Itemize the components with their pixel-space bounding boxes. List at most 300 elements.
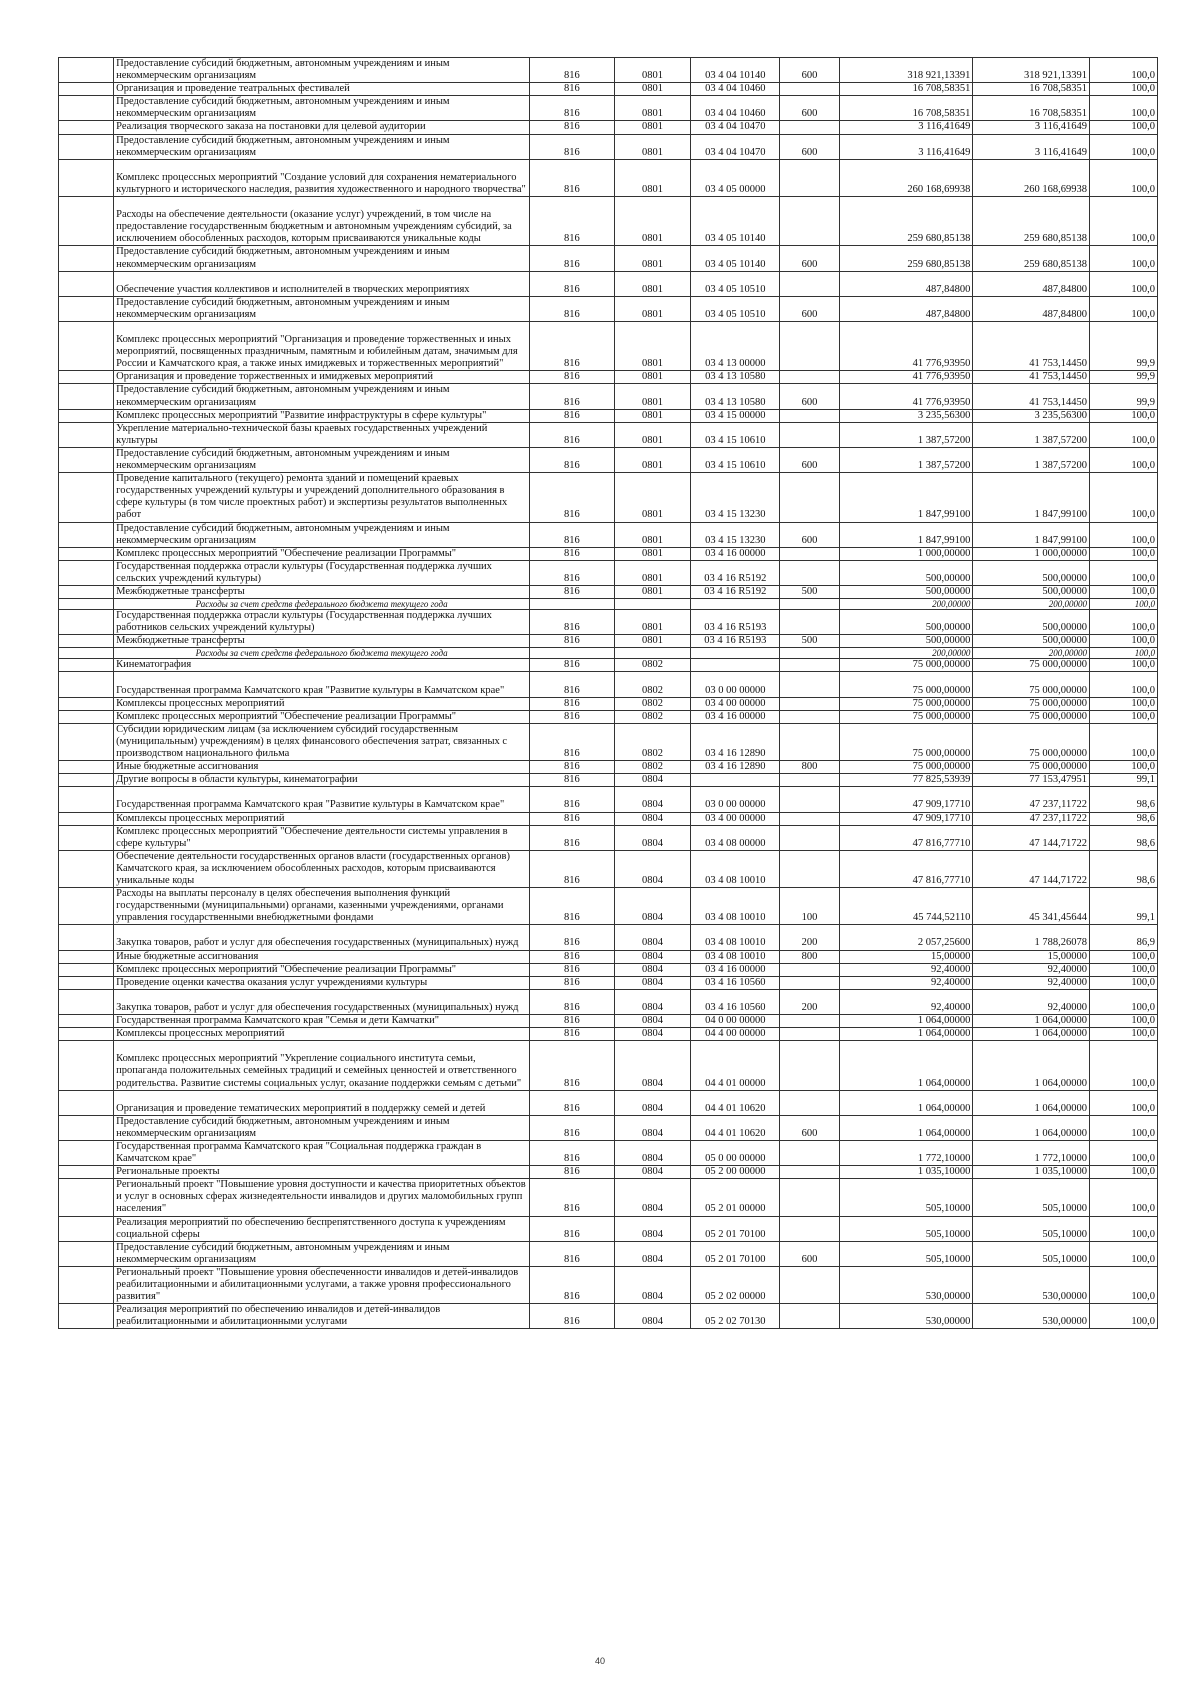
row-percent: 100,0: [1090, 560, 1158, 585]
row-index-cell: [59, 635, 114, 648]
row-name: Предоставление субсидий бюджетным, автономным учреждениям и иным некоммерческим организациям: [114, 1241, 530, 1266]
row-index-cell: [59, 547, 114, 560]
row-index-cell: [59, 96, 114, 121]
row-actual-amount: 1 847,99100: [973, 522, 1090, 547]
row-plan-amount: 1 847,99100: [839, 473, 973, 522]
row-name: Комплекс процессных мероприятий "Обеспечение реализации Программы": [114, 963, 530, 976]
row-name: Организация и проведение торжественных и имиджевых мероприятий: [114, 371, 530, 384]
row-ved: 816: [529, 409, 614, 422]
row-section: 0802: [614, 710, 690, 723]
row-percent: 100,0: [1090, 473, 1158, 522]
row-expense-type: 600: [780, 1115, 839, 1140]
row-expense-type: 800: [780, 950, 839, 963]
row-ved: 816: [529, 1304, 614, 1329]
row-target-article: 03 4 08 10010: [691, 925, 780, 950]
row-actual-amount: 318 921,13391: [973, 58, 1090, 83]
row-name: Предоставление субсидий бюджетным, автономным учреждениям и иным некоммерческим организациям: [114, 58, 530, 83]
row-target-article: 03 4 04 10140: [691, 58, 780, 83]
row-ved: 816: [529, 610, 614, 635]
row-section: [614, 648, 690, 659]
row-index-cell: [59, 422, 114, 447]
row-percent: 100,0: [1090, 672, 1158, 697]
row-ved: [529, 648, 614, 659]
row-plan-amount: 47 816,77710: [839, 825, 973, 850]
row-target-article: 05 2 00 00000: [691, 1166, 780, 1179]
row-percent: 100,0: [1090, 58, 1158, 83]
row-index-cell: [59, 371, 114, 384]
row-actual-amount: 1 064,00000: [973, 1028, 1090, 1041]
row-actual-amount: 92,40000: [973, 976, 1090, 989]
row-actual-amount: 1 064,00000: [973, 1015, 1090, 1028]
row-name: Закупка товаров, работ и услуг для обеспечения государственных (муниципальных) нужд: [114, 925, 530, 950]
row-ved: 816: [529, 246, 614, 271]
budget-table-container: [58, 57, 1158, 1329]
row-target-article: 05 2 01 70100: [691, 1241, 780, 1266]
row-ved: 816: [529, 371, 614, 384]
table-row: [59, 447, 1158, 472]
row-section: 0804: [614, 888, 690, 925]
row-target-article: 03 4 13 10580: [691, 384, 780, 409]
row-ved: [529, 599, 614, 610]
row-name: Предоставление субсидий бюджетным, автономным учреждениям и иным некоммерческим организациям: [114, 384, 530, 409]
row-expense-type: [780, 1028, 839, 1041]
row-plan-amount: 530,00000: [839, 1304, 973, 1329]
table-row: [59, 83, 1158, 96]
row-section: 0801: [614, 586, 690, 599]
row-percent: 100,0: [1090, 610, 1158, 635]
row-expense-type: 200: [780, 989, 839, 1014]
row-index-cell: [59, 473, 114, 522]
row-plan-amount: 200,00000: [839, 648, 973, 659]
row-ved: 816: [529, 473, 614, 522]
row-index-cell: [59, 659, 114, 672]
row-plan-amount: 1 847,99100: [839, 522, 973, 547]
row-name: Межбюджетные трансферты: [114, 635, 530, 648]
row-index-cell: [59, 586, 114, 599]
row-actual-amount: 15,00000: [973, 950, 1090, 963]
row-section: 0801: [614, 96, 690, 121]
row-percent: 100,0: [1090, 1090, 1158, 1115]
row-name: Иные бюджетные ассигнования: [114, 950, 530, 963]
row-section: 0801: [614, 58, 690, 83]
row-plan-amount: 1 064,00000: [839, 1041, 973, 1090]
row-name: Проведение оценки качества оказания услуг учреждениями культуры: [114, 976, 530, 989]
row-percent: 100,0: [1090, 989, 1158, 1014]
row-expense-type: [780, 850, 839, 887]
row-ved: 816: [529, 672, 614, 697]
row-actual-amount: 92,40000: [973, 989, 1090, 1014]
row-actual-amount: 259 680,85138: [973, 197, 1090, 246]
row-actual-amount: 200,00000: [973, 648, 1090, 659]
row-actual-amount: 200,00000: [973, 599, 1090, 610]
row-name: Региональный проект "Повышение уровня обеспеченности инвалидов и детей-инвалидов реабилитационными и абилитационными услугами, а также уровня профессионального развития": [114, 1266, 530, 1303]
row-expense-type: [780, 1141, 839, 1166]
row-percent: 100,0: [1090, 1028, 1158, 1041]
row-target-article: 03 4 15 10610: [691, 422, 780, 447]
row-name: Государственная программа Камчатского края "Социальная поддержка граждан в Камчатском крае": [114, 1141, 530, 1166]
row-plan-amount: 530,00000: [839, 1266, 973, 1303]
row-section: 0801: [614, 635, 690, 648]
row-actual-amount: 1 387,57200: [973, 422, 1090, 447]
budget-table: [58, 57, 1158, 1329]
row-name: Иные бюджетные ассигнования: [114, 761, 530, 774]
table-row: [59, 371, 1158, 384]
row-index-cell: [59, 761, 114, 774]
row-plan-amount: 260 168,69938: [839, 159, 973, 196]
row-name: Региональные проекты: [114, 1166, 530, 1179]
row-plan-amount: 75 000,00000: [839, 659, 973, 672]
row-ved: 816: [529, 83, 614, 96]
row-section: 0804: [614, 1090, 690, 1115]
table-row: [59, 610, 1158, 635]
row-percent: 100,0: [1090, 197, 1158, 246]
row-expense-type: [780, 1216, 839, 1241]
row-percent: 100,0: [1090, 1015, 1158, 1028]
row-index-cell: [59, 976, 114, 989]
row-target-article: 03 4 15 13230: [691, 522, 780, 547]
row-index-cell: [59, 925, 114, 950]
table-row: [59, 547, 1158, 560]
row-plan-amount: 505,10000: [839, 1241, 973, 1266]
row-name: Расходы на обеспечение деятельности (оказание услуг) учреждений, в том числе на предоставление государственным бюджетным и автономным учреждениям субсидий, за исключением обособленных расходов, которым присваиваются уникальные коды: [114, 197, 530, 246]
row-name: Предоставление субсидий бюджетным, автономным учреждениям и иным некоммерческим организациям: [114, 246, 530, 271]
row-ved: 816: [529, 1028, 614, 1041]
row-expense-type: [780, 963, 839, 976]
row-expense-type: [780, 159, 839, 196]
row-index-cell: [59, 648, 114, 659]
row-section: 0804: [614, 812, 690, 825]
table-row: [59, 723, 1158, 760]
row-index-cell: [59, 672, 114, 697]
table-row: [59, 812, 1158, 825]
row-expense-type: [780, 409, 839, 422]
row-expense-type: 800: [780, 761, 839, 774]
note-row: [59, 599, 1158, 610]
row-actual-amount: 92,40000: [973, 963, 1090, 976]
row-actual-amount: 3 235,56300: [973, 409, 1090, 422]
row-actual-amount: 487,84800: [973, 271, 1090, 296]
row-index-cell: [59, 121, 114, 134]
row-ved: 816: [529, 635, 614, 648]
row-actual-amount: 500,00000: [973, 560, 1090, 585]
row-expense-type: [780, 1090, 839, 1115]
row-index-cell: [59, 1028, 114, 1041]
row-index-cell: [59, 522, 114, 547]
row-ved: 816: [529, 422, 614, 447]
row-plan-amount: 75 000,00000: [839, 723, 973, 760]
row-actual-amount: 259 680,85138: [973, 246, 1090, 271]
table-row: [59, 422, 1158, 447]
table-row: [59, 522, 1158, 547]
row-expense-type: [780, 271, 839, 296]
row-name: Комплекс процессных мероприятий "Обеспечение деятельности системы управления в сфере культуры": [114, 825, 530, 850]
row-expense-type: [780, 1041, 839, 1090]
row-percent: 100,0: [1090, 1179, 1158, 1216]
row-actual-amount: 75 000,00000: [973, 723, 1090, 760]
table-row: [59, 672, 1158, 697]
table-row: [59, 697, 1158, 710]
row-plan-amount: 487,84800: [839, 271, 973, 296]
row-target-article: [691, 774, 780, 787]
table-row: [59, 1090, 1158, 1115]
row-section: 0804: [614, 1179, 690, 1216]
row-expense-type: 100: [780, 888, 839, 925]
row-plan-amount: 3 116,41649: [839, 121, 973, 134]
table-row: [59, 1241, 1158, 1266]
row-index-cell: [59, 787, 114, 812]
row-expense-type: [780, 787, 839, 812]
row-expense-type: 500: [780, 635, 839, 648]
row-name: Комплекс процессных мероприятий "Создание условий для сохранения нематериального культурного и исторического наследия, развития художественного и народного творчества": [114, 159, 530, 196]
row-actual-amount: 1 064,00000: [973, 1115, 1090, 1140]
row-index-cell: [59, 1241, 114, 1266]
row-percent: 100,0: [1090, 1216, 1158, 1241]
row-index-cell: [59, 322, 114, 371]
row-percent: 99,9: [1090, 322, 1158, 371]
row-target-article: 03 0 00 00000: [691, 787, 780, 812]
table-row: [59, 121, 1158, 134]
table-row: [59, 635, 1158, 648]
row-name: Региональный проект "Повышение уровня доступности и качества приоритетных объектов и услуг в основных сферах жизнедеятельности инвалидов и других маломобильных групп населения": [114, 1179, 530, 1216]
row-expense-type: 600: [780, 96, 839, 121]
row-expense-type: 600: [780, 296, 839, 321]
row-expense-type: 600: [780, 246, 839, 271]
row-percent: 86,9: [1090, 925, 1158, 950]
row-plan-amount: 318 921,13391: [839, 58, 973, 83]
row-target-article: [691, 599, 780, 610]
row-actual-amount: 41 753,14450: [973, 384, 1090, 409]
row-target-article: [691, 659, 780, 672]
row-percent: 100,0: [1090, 648, 1158, 659]
row-actual-amount: 505,10000: [973, 1179, 1090, 1216]
row-name: Предоставление субсидий бюджетным, автономным учреждениям и иным некоммерческим организациям: [114, 447, 530, 472]
row-actual-amount: 47 237,11722: [973, 787, 1090, 812]
row-ved: 816: [529, 888, 614, 925]
row-percent: 100,0: [1090, 296, 1158, 321]
row-percent: 100,0: [1090, 761, 1158, 774]
row-target-article: 03 4 05 00000: [691, 159, 780, 196]
row-ved: 816: [529, 1041, 614, 1090]
row-section: 0801: [614, 409, 690, 422]
row-name: Комплекс процессных мероприятий "Развитие инфраструктуры в сфере культуры": [114, 409, 530, 422]
row-target-article: 03 4 16 10560: [691, 989, 780, 1014]
row-percent: 100,0: [1090, 96, 1158, 121]
row-ved: 816: [529, 761, 614, 774]
row-name: Расходы на выплаты персоналу в целях обеспечения выполнения функций государственными (муниципальными) органами, казенными учреждениями, органами управления государственными внебюджетными фондами: [114, 888, 530, 925]
row-target-article: 03 4 05 10510: [691, 296, 780, 321]
row-expense-type: [780, 121, 839, 134]
table-row: [59, 976, 1158, 989]
row-ved: 816: [529, 1266, 614, 1303]
row-plan-amount: 16 708,58351: [839, 83, 973, 96]
row-index-cell: [59, 1166, 114, 1179]
row-plan-amount: 75 000,00000: [839, 697, 973, 710]
row-plan-amount: 92,40000: [839, 989, 973, 1014]
row-section: 0801: [614, 296, 690, 321]
row-percent: 100,0: [1090, 422, 1158, 447]
row-target-article: 03 4 16 00000: [691, 547, 780, 560]
row-target-article: 03 4 00 00000: [691, 697, 780, 710]
row-name: Укрепление материально-технической базы краевых государственных учреждений культуры: [114, 422, 530, 447]
row-target-article: 03 4 15 10610: [691, 447, 780, 472]
row-target-article: 03 4 16 R5192: [691, 586, 780, 599]
row-name: Государственная программа Камчатского края "Развитие культуры в Камчатском крае": [114, 672, 530, 697]
row-index-cell: [59, 83, 114, 96]
table-row: [59, 586, 1158, 599]
table-row: [59, 1015, 1158, 1028]
row-target-article: 05 2 01 70100: [691, 1216, 780, 1241]
row-percent: 100,0: [1090, 963, 1158, 976]
table-row: [59, 659, 1158, 672]
row-actual-amount: 505,10000: [973, 1216, 1090, 1241]
row-index-cell: [59, 723, 114, 760]
row-section: 0804: [614, 1241, 690, 1266]
table-row: [59, 1179, 1158, 1216]
row-expense-type: [780, 83, 839, 96]
row-name: Комплекс процессных мероприятий "Организация и проведение торжественных и иных мероприятий, посвященных праздничным, памятным и юбилейным датам, значимым для России и Камчатского края, а также иных имиджевых и торжественных мероприятий": [114, 322, 530, 371]
row-section: 0804: [614, 774, 690, 787]
row-actual-amount: 41 753,14450: [973, 371, 1090, 384]
row-target-article: 03 4 04 10470: [691, 121, 780, 134]
row-name: Расходы за счет средств федерального бюджета текущего года: [114, 648, 530, 659]
table-row: [59, 384, 1158, 409]
row-plan-amount: 1 035,10000: [839, 1166, 973, 1179]
row-percent: 100,0: [1090, 246, 1158, 271]
row-target-article: 03 4 16 10560: [691, 976, 780, 989]
row-expense-type: [780, 560, 839, 585]
row-name: Комплексы процессных мероприятий: [114, 812, 530, 825]
row-name: Комплекс процессных мероприятий "Обеспечение реализации Программы": [114, 547, 530, 560]
row-target-article: 03 4 05 10510: [691, 271, 780, 296]
row-percent: 100,0: [1090, 635, 1158, 648]
row-ved: 816: [529, 522, 614, 547]
row-index-cell: [59, 560, 114, 585]
row-percent: 98,6: [1090, 850, 1158, 887]
row-target-article: 05 0 00 00000: [691, 1141, 780, 1166]
row-section: 0801: [614, 83, 690, 96]
row-actual-amount: 41 753,14450: [973, 322, 1090, 371]
row-ved: 816: [529, 697, 614, 710]
row-actual-amount: 505,10000: [973, 1241, 1090, 1266]
row-name: Реализация творческого заказа на постановки для целевой аудитории: [114, 121, 530, 134]
row-actual-amount: 1 000,00000: [973, 547, 1090, 560]
row-index-cell: [59, 825, 114, 850]
row-percent: 100,0: [1090, 271, 1158, 296]
row-ved: 816: [529, 1115, 614, 1140]
row-section: 0804: [614, 963, 690, 976]
row-expense-type: [780, 672, 839, 697]
row-section: 0804: [614, 1041, 690, 1090]
row-section: 0804: [614, 1166, 690, 1179]
row-index-cell: [59, 599, 114, 610]
row-index-cell: [59, 710, 114, 723]
row-expense-type: [780, 697, 839, 710]
row-target-article: 03 4 16 R5193: [691, 635, 780, 648]
row-index-cell: [59, 1041, 114, 1090]
row-percent: 100,0: [1090, 586, 1158, 599]
row-plan-amount: 3 235,56300: [839, 409, 973, 422]
row-ved: 816: [529, 989, 614, 1014]
table-row: [59, 159, 1158, 196]
row-percent: 100,0: [1090, 710, 1158, 723]
row-target-article: 03 4 16 12890: [691, 761, 780, 774]
row-expense-type: 600: [780, 384, 839, 409]
row-plan-amount: 92,40000: [839, 976, 973, 989]
row-section: 0804: [614, 1266, 690, 1303]
row-target-article: 04 4 01 10620: [691, 1115, 780, 1140]
row-expense-type: [780, 599, 839, 610]
row-section: 0802: [614, 659, 690, 672]
row-name: Расходы за счет средств федерального бюджета текущего года: [114, 599, 530, 610]
row-index-cell: [59, 1179, 114, 1216]
row-ved: 816: [529, 850, 614, 887]
row-section: 0801: [614, 371, 690, 384]
row-target-article: 04 4 01 10620: [691, 1090, 780, 1115]
row-percent: 100,0: [1090, 1166, 1158, 1179]
row-plan-amount: 1 064,00000: [839, 1090, 973, 1115]
row-index-cell: [59, 850, 114, 887]
row-index-cell: [59, 1141, 114, 1166]
table-row: [59, 1216, 1158, 1241]
row-name: Другие вопросы в области культуры, кинематографии: [114, 774, 530, 787]
row-plan-amount: 200,00000: [839, 599, 973, 610]
row-section: 0804: [614, 925, 690, 950]
row-actual-amount: 75 000,00000: [973, 761, 1090, 774]
row-name: Предоставление субсидий бюджетным, автономным учреждениям и иным некоммерческим организациям: [114, 522, 530, 547]
row-target-article: [691, 648, 780, 659]
row-index-cell: [59, 159, 114, 196]
table-row: [59, 787, 1158, 812]
row-index-cell: [59, 989, 114, 1014]
row-ved: 816: [529, 950, 614, 963]
row-expense-type: 600: [780, 134, 839, 159]
row-percent: 99,1: [1090, 888, 1158, 925]
row-name: Предоставление субсидий бюджетным, автономным учреждениям и иным некоммерческим организациям: [114, 134, 530, 159]
row-target-article: 03 4 16 R5192: [691, 560, 780, 585]
row-section: 0801: [614, 197, 690, 246]
row-index-cell: [59, 888, 114, 925]
row-section: 0802: [614, 672, 690, 697]
row-ved: 816: [529, 322, 614, 371]
table-row: [59, 1041, 1158, 1090]
row-actual-amount: 1 064,00000: [973, 1041, 1090, 1090]
row-actual-amount: 1 847,99100: [973, 473, 1090, 522]
row-name: Обеспечение участия коллективов и исполнителей в творческих мероприятиях: [114, 271, 530, 296]
row-target-article: 03 4 04 10460: [691, 96, 780, 121]
row-plan-amount: 259 680,85138: [839, 246, 973, 271]
row-expense-type: [780, 659, 839, 672]
row-ved: 816: [529, 1166, 614, 1179]
row-expense-type: [780, 473, 839, 522]
row-target-article: 03 4 16 00000: [691, 963, 780, 976]
row-name: Предоставление субсидий бюджетным, автономным учреждениям и иным некоммерческим организациям: [114, 296, 530, 321]
row-plan-amount: 500,00000: [839, 586, 973, 599]
row-percent: 100,0: [1090, 1115, 1158, 1140]
row-actual-amount: 1 387,57200: [973, 447, 1090, 472]
row-target-article: 03 4 04 10460: [691, 83, 780, 96]
row-actual-amount: 45 341,45644: [973, 888, 1090, 925]
row-section: 0804: [614, 1141, 690, 1166]
table-row: [59, 134, 1158, 159]
table-row: [59, 1115, 1158, 1140]
row-target-article: 05 2 01 00000: [691, 1179, 780, 1216]
row-expense-type: [780, 547, 839, 560]
row-percent: 100,0: [1090, 599, 1158, 610]
row-percent: 100,0: [1090, 447, 1158, 472]
row-ved: 816: [529, 1090, 614, 1115]
row-percent: 100,0: [1090, 723, 1158, 760]
row-name: Государственная программа Камчатского края "Развитие культуры в Камчатском крае": [114, 787, 530, 812]
